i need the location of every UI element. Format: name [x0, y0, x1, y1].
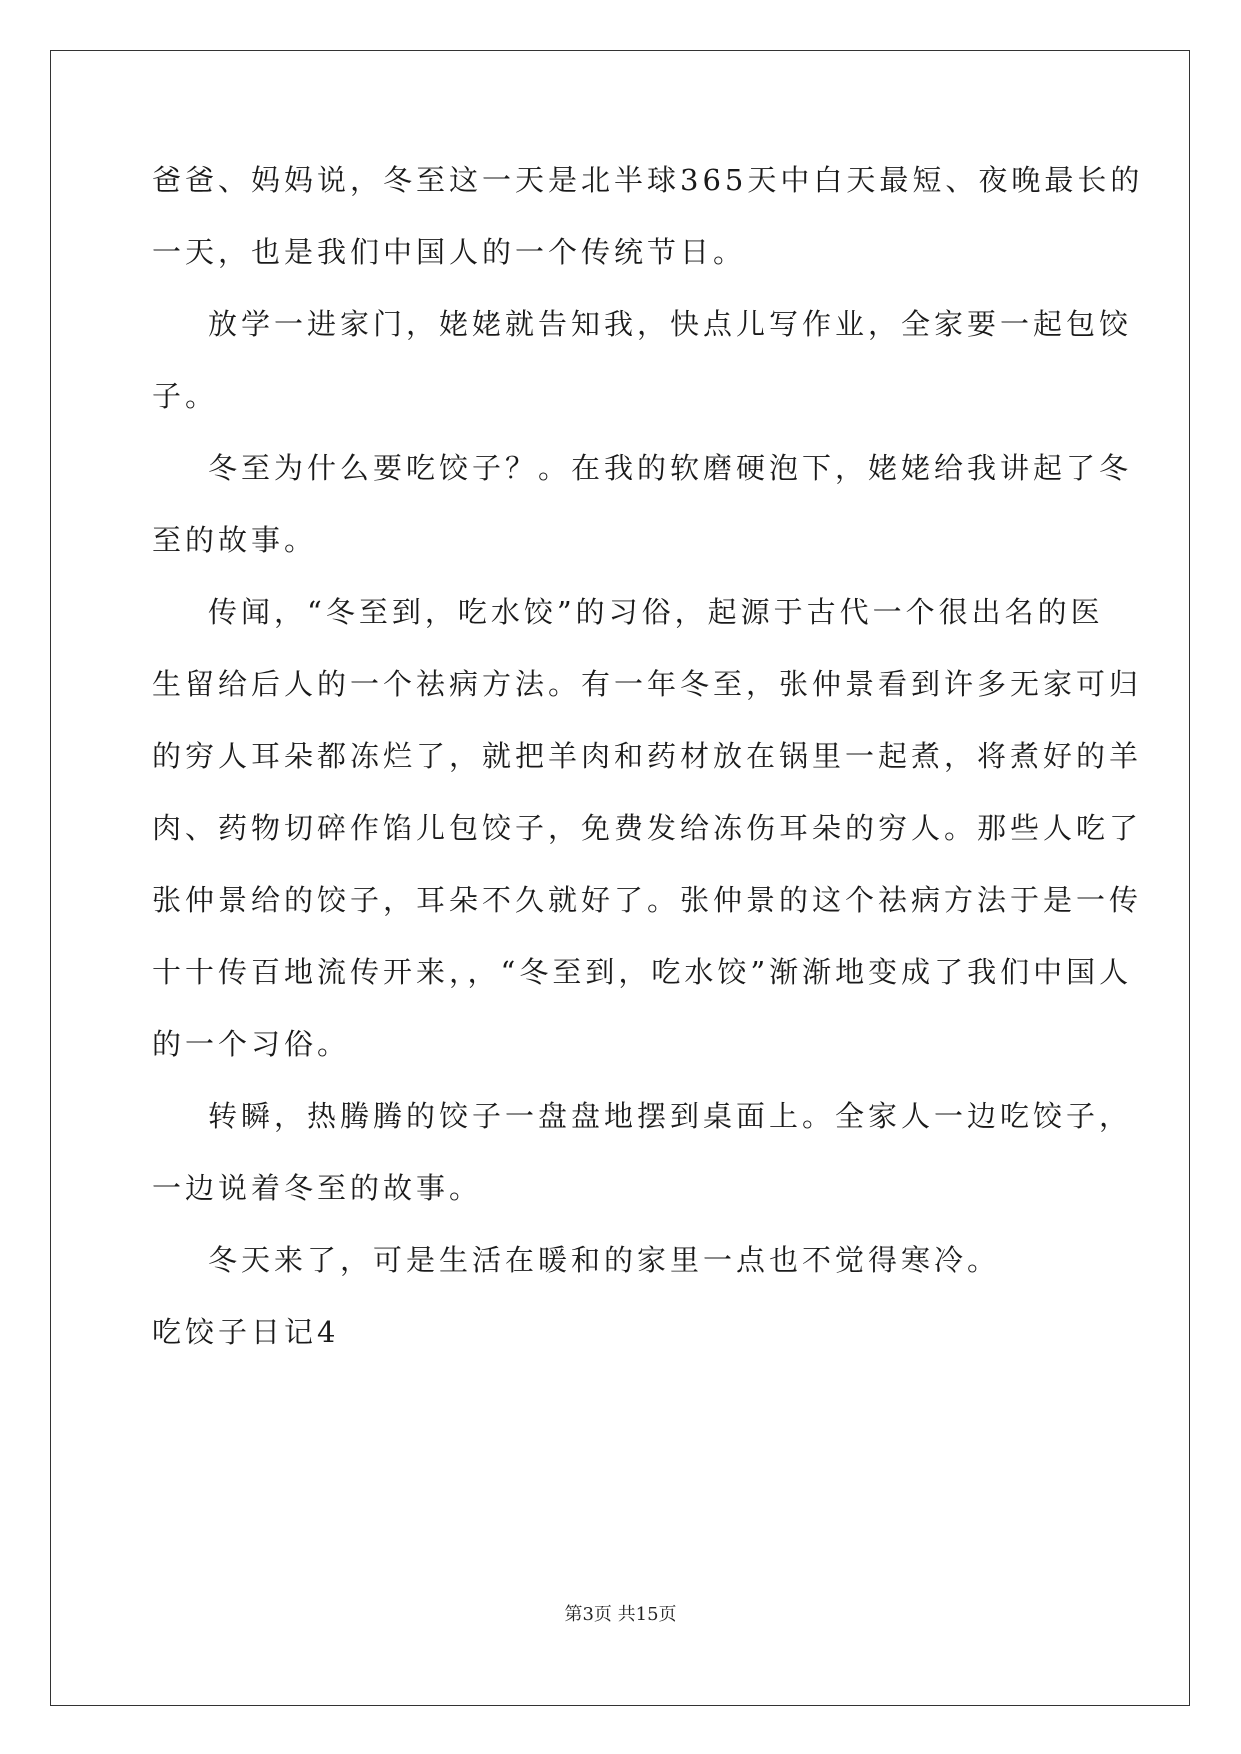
text-line: 子。	[152, 379, 219, 413]
text-line: 至的故事。	[152, 523, 318, 557]
text-line: 生留给后人的一个祛病方法。有一年冬至，张仲景看到许多无家可归	[152, 667, 1143, 701]
text-line: 肉、药物切碎作馅儿包饺子，免费发给冻伤耳朵的穷人。那些人吃了	[152, 811, 1143, 845]
section-heading: 吃饺子日记4	[152, 1315, 340, 1349]
page-number: 第3页 共15页	[564, 1604, 677, 1625]
paragraph-first-line: 转瞬，热腾腾的饺子一盘盘地摆到桌面上。全家人一边吃饺子，	[208, 1099, 1133, 1133]
text-line: 张仲景给的饺子，耳朵不久就好了。张仲景的这个祛病方法于是一传	[152, 883, 1143, 917]
text-line: 的穷人耳朵都冻烂了，就把羊肉和药材放在锅里一起煮，将煮好的羊	[152, 739, 1143, 773]
text-line: 爸爸、妈妈说，冬至这一天是北半球365天中白天最短、夜晚最长的	[152, 163, 1144, 197]
text-line: 的一个习俗。	[152, 1027, 351, 1061]
text-line: 一天，也是我们中国人的一个传统节日。	[152, 235, 747, 269]
text-line: 十十传百地流传开来，，“冬至到，吃水饺”渐渐地变成了我们中国人	[152, 955, 1133, 989]
paragraph-first-line: 放学一进家门，姥姥就告知我，快点儿写作业，全家要一起包饺	[208, 307, 1133, 341]
paragraph-first-line: 冬至为什么要吃饺子？。在我的软磨硬泡下，姥姥给我讲起了冬	[208, 451, 1133, 485]
paragraph-first-line: 冬天来了，可是生活在暖和的家里一点也不觉得寒冷。	[208, 1243, 1001, 1277]
paragraph-first-line: 传闻，“冬至到，吃水饺”的习俗，起源于古代一个很出名的医	[208, 595, 1104, 629]
page-border	[50, 50, 1190, 1706]
text-line: 一边说着冬至的故事。	[152, 1171, 483, 1205]
